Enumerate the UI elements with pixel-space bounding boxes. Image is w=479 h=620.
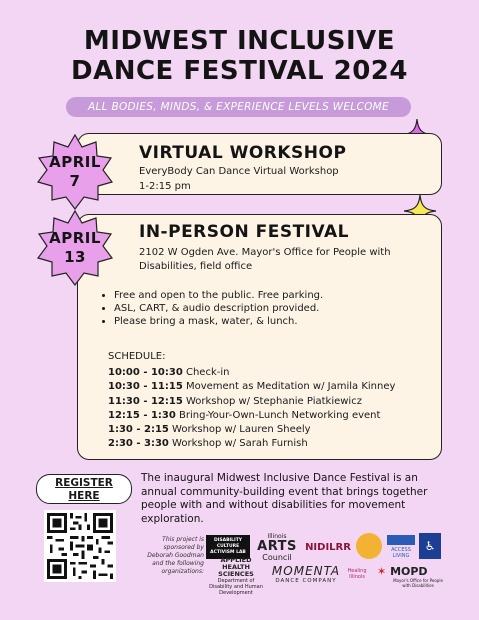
date-badge-april-13	[36, 209, 114, 287]
registration-qr-code[interactable]	[44, 510, 116, 582]
festival-description: The inaugural Midwest Inclusive Dance Festival is an annual community-building event that brings together people with and without disabilities for movement exploration.	[141, 472, 428, 525]
schedule-row	[108, 409, 428, 423]
iac-logo-main: ARTS	[257, 538, 297, 554]
schedule-time: 12:15 - 1:30	[108, 409, 176, 421]
schedule-label: SCHEDULE:	[108, 351, 166, 362]
schedule-activity: Check-in	[185, 367, 230, 378]
info-bullet: • Free and open to the public. Free parking.	[114, 289, 434, 302]
badge-month: APRIL	[49, 153, 101, 171]
mopd-logo	[377, 562, 443, 592]
schedule-list	[108, 366, 428, 452]
momenta-logo-sub: DANCE COMPANY	[275, 578, 337, 584]
schedule-activity: Workshop w/ Stephanie Piatkiewicz	[185, 395, 362, 407]
festival-title-line2: DANCE FESTIVAL 2024	[71, 56, 408, 86]
iac-logo-bottom: Council	[262, 552, 292, 562]
nidilrr-logo: NIDILRR	[305, 541, 351, 553]
access-living-mark-icon	[387, 535, 415, 545]
in-person-festival-title: IN-PERSON FESTIVAL	[139, 222, 349, 242]
access-living-text: ACCESS LIVING	[391, 547, 411, 559]
register-label-line2: HERE	[68, 490, 100, 502]
healing-illinois-logo: Healing Illinois	[347, 568, 367, 580]
schedule-row	[108, 437, 428, 451]
sun-badge-logo	[356, 533, 382, 559]
schedule-row	[108, 423, 428, 437]
uic-logo-title: APPLIED HEALTH SCIENCES	[218, 555, 254, 578]
info-bullet: • ASL, CART, & audio description provided.	[114, 302, 434, 315]
uic-logo-sub: Department of Disability and Human Development	[209, 577, 263, 596]
festival-info-list	[100, 289, 434, 328]
festival-location-line1: 2102 W Ogden Ave. Mayor's Office for People with	[139, 247, 391, 258]
festival-location-line2: Disabilities, field office	[139, 261, 253, 272]
tagline-pill: ALL BODIES, MINDS, & EXPERIENCE LEVELS WELCOME	[66, 97, 411, 117]
momenta-logo-name: MOMENTA	[271, 564, 341, 578]
schedule-row	[108, 380, 428, 394]
virtual-workshop-subtitle: EveryBody Can Dance Virtual Workshop	[139, 166, 339, 177]
schedule-time: 2:30 - 3:30	[108, 438, 169, 450]
schedule-activity: Workshop w/ Lauren Sheely	[172, 424, 311, 436]
schedule-activity: Bring-Your-Own-Lunch Networking event	[179, 409, 381, 421]
festival-title-line1: MIDWEST INCLUSIVE	[83, 26, 396, 56]
sponsor-note: This project is sponsored by Deborah Goodman and the following organizations:	[147, 536, 204, 575]
register-label-line1: REGISTER	[55, 477, 113, 489]
schedule-time: 1:30 - 2:15	[108, 424, 169, 436]
mopd-logo-name: MOPD	[390, 565, 428, 578]
register-here-button[interactable]	[36, 474, 132, 504]
festival-title	[0, 26, 479, 86]
virtual-workshop-time: 1-2:15 pm	[139, 181, 191, 192]
schedule-row	[108, 366, 428, 380]
schedule-time: 10:00 - 10:30	[108, 367, 183, 378]
virtual-workshop-title: VIRTUAL WORKSHOP	[139, 143, 347, 163]
schedule-time: 10:30 - 11:15	[108, 381, 183, 393]
date-badge-april-7	[36, 133, 114, 211]
iac-logo-top: Illinois	[267, 532, 287, 540]
badge-day: 13	[64, 248, 86, 266]
disability-culture-activism-lab-logo: DISABILITY CULTURE ACTIVISM LAB	[206, 535, 250, 559]
schedule-time: 11:30 - 12:15	[108, 395, 183, 407]
uic-applied-health-sciences-logo	[206, 555, 266, 596]
schedule-activity: Workshop w/ Sarah Furnish	[172, 438, 308, 450]
schedule-activity: Movement as Meditation w/ Jamila Kinney	[185, 381, 396, 393]
access-living-logo	[386, 534, 416, 560]
badge-month: APRIL	[49, 229, 101, 247]
momenta-dance-company-logo	[270, 562, 342, 588]
schedule-row	[108, 395, 428, 409]
mopd-logo-sub: Mayor's Office for People with Disabilities	[393, 578, 443, 588]
badge-day: 7	[69, 172, 81, 190]
wheelchair-icon: ♿	[419, 533, 441, 559]
chicago-star-icon: ✶	[377, 565, 387, 578]
info-bullet: • Please bring a mask, water, & lunch.	[114, 315, 434, 328]
